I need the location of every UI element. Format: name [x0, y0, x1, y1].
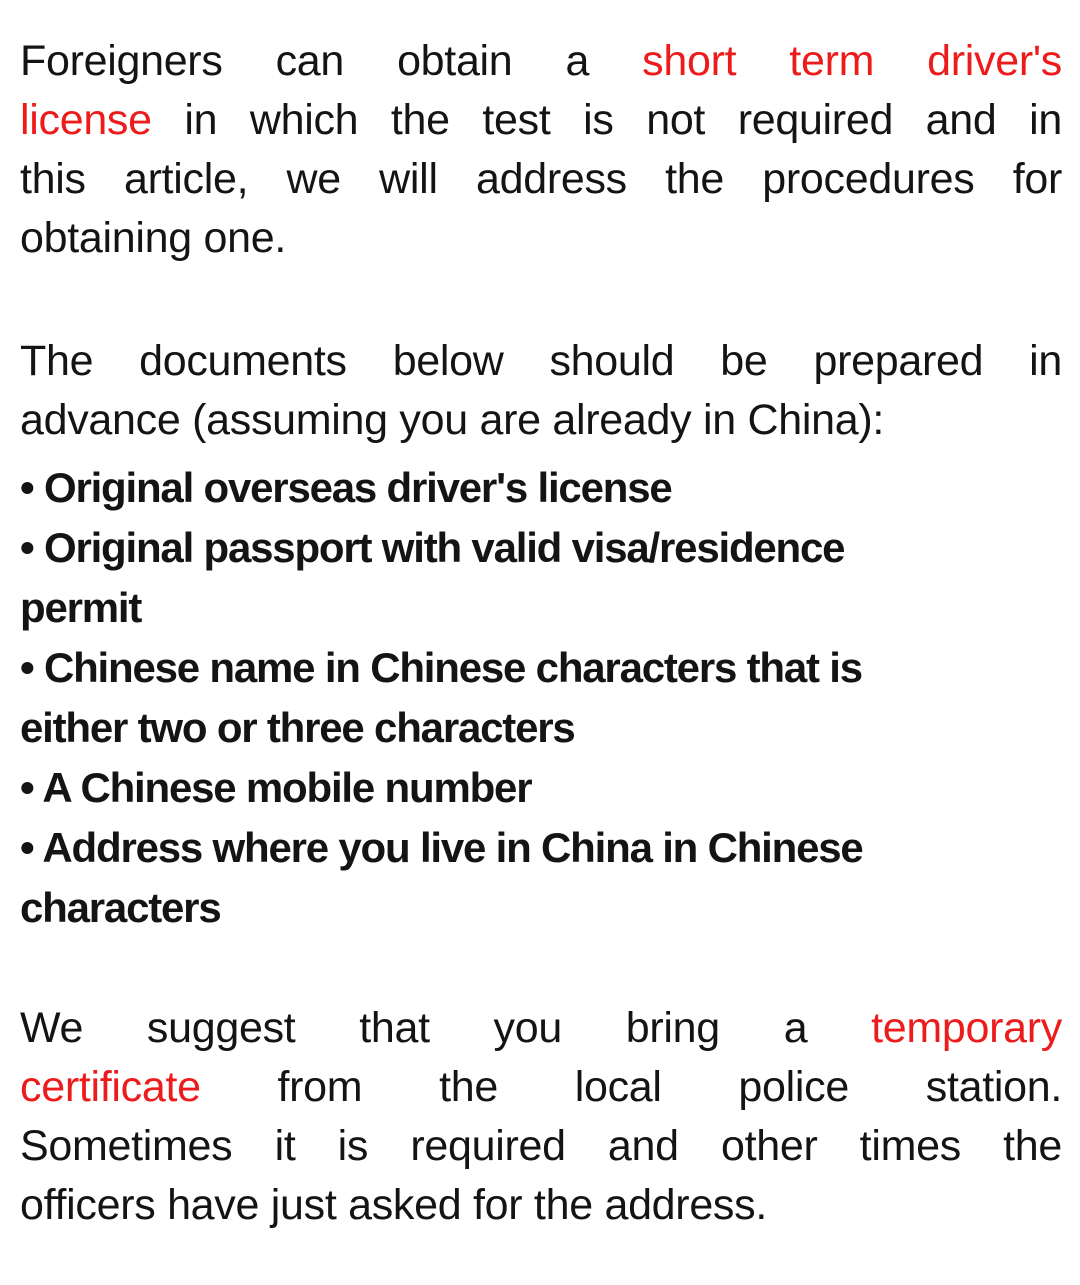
- checklist-item: [20, 638, 1062, 758]
- intro-text: this article, we will address the procedures for: [20, 155, 1062, 203]
- highlight-red-text: temporary: [871, 1004, 1062, 1052]
- paragraph-line: [20, 1117, 1062, 1176]
- paragraph-line: [20, 1058, 1062, 1117]
- suggestion-text: from the local police station.: [200, 1063, 1062, 1111]
- checklist-item: [20, 818, 1062, 938]
- paragraph-line: [20, 91, 1062, 150]
- suggestion-text: officers have just asked for the address.: [20, 1181, 767, 1229]
- intro-text: in which the test is not required and in: [151, 96, 1062, 144]
- intro-text: obtaining one.: [20, 214, 286, 262]
- intro-text: Foreigners can obtain a: [20, 37, 643, 85]
- intro-paragraph: [20, 32, 1062, 268]
- checklist-item: [20, 458, 1062, 518]
- highlight-red-text: short term driver's: [642, 37, 1062, 85]
- checklist-line: • A Chinese mobile number: [20, 764, 532, 811]
- suggestion-text: Sometimes it is required and other times the: [20, 1122, 1062, 1170]
- paragraph-line: [20, 332, 1062, 391]
- checklist-line: characters: [20, 884, 221, 931]
- documents-intro-text: The documents below should be prepared in: [20, 337, 1062, 385]
- checklist-line: • Chinese name in Chinese characters that is: [20, 644, 862, 691]
- paragraph-line: [20, 150, 1062, 209]
- paragraph-line: [20, 999, 1062, 1058]
- documents-intro-paragraph: [20, 332, 1062, 450]
- highlight-red-text: certificate: [20, 1063, 201, 1111]
- suggestion-text: We suggest that you bring a: [20, 1004, 872, 1052]
- checklist-item: [20, 758, 1062, 818]
- suggestion-paragraph: [20, 999, 1062, 1235]
- paragraph-line: [20, 1176, 1062, 1235]
- paragraph-line: [20, 32, 1062, 91]
- checklist-line: permit: [20, 584, 142, 631]
- checklist-line: • Address where you live in China in Chinese: [20, 824, 863, 871]
- paragraph-line: [20, 209, 1062, 268]
- checklist-line: • Original passport with valid visa/residence: [20, 524, 845, 571]
- documents-intro-text: advance (assuming you are already in China):: [20, 396, 884, 444]
- checklist-item: [20, 518, 1062, 638]
- document-checklist: [20, 458, 1062, 938]
- checklist-line: • Original overseas driver's license: [20, 464, 672, 511]
- highlight-red-text: license: [20, 96, 152, 144]
- checklist-line: either two or three characters: [20, 704, 575, 751]
- paragraph-line: [20, 391, 1062, 450]
